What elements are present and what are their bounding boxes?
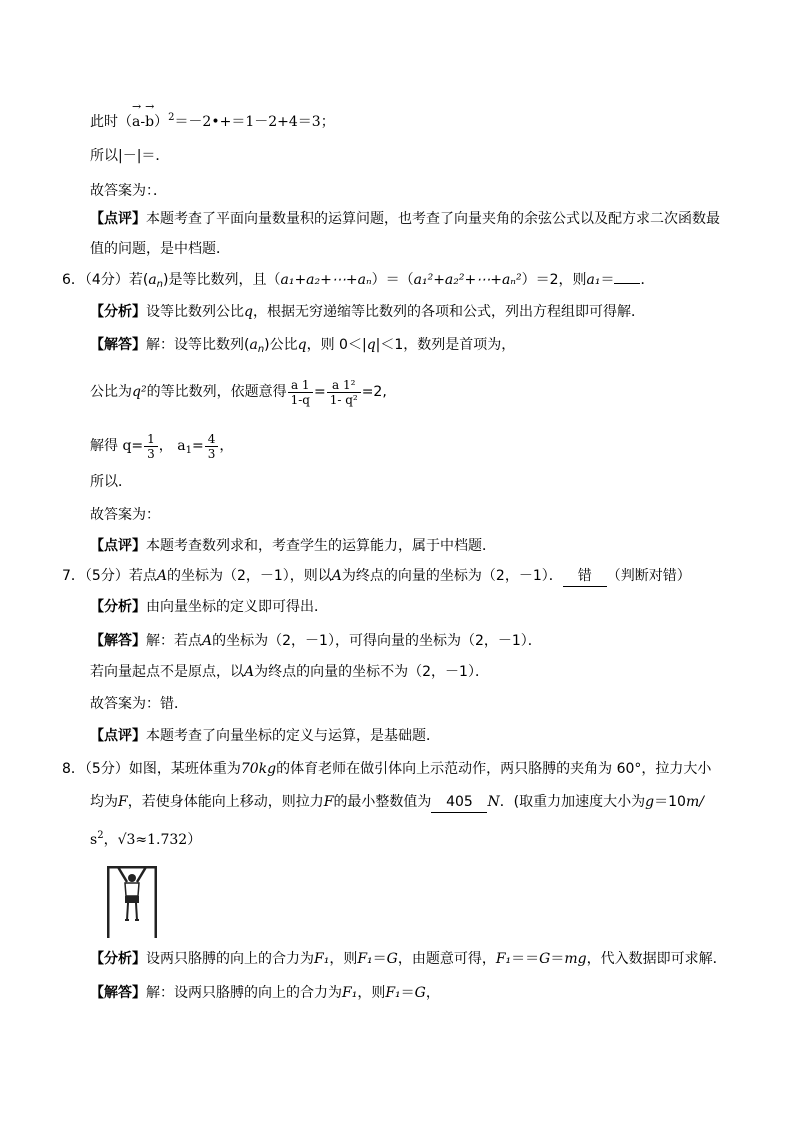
p5-line-2: 所以|－|＝．	[90, 148, 170, 164]
q8-answer: 【解答】解：设两只胳膊的向上的合力为F₁，则F₁＝G，	[90, 985, 440, 1001]
q6-analysis: 【分析】设等比数列公比q，根据无穷递缩等比数列的各项和公式，列出方程组即可得解．	[90, 304, 645, 320]
q7-stem: 7．（5分）若点A的坐标为（2，－1），则以A为终点的向量的坐标为（2，－1）． 错 （判断对错）	[62, 566, 691, 587]
q7-answer: 【解答】解：若点A的坐标为（2，－1），可得向量的坐标为（2，－1）．	[90, 633, 542, 649]
vector-b: → b	[145, 100, 155, 130]
fraction-2: $\frac{\text{a 1²}}{\text{1- q²}}$	[327, 378, 361, 407]
p5-comment-cont: 值的问题，是中档题．	[90, 241, 230, 257]
q8-analysis: 【分析】设两只胳膊的向上的合力为F₁，则F₁＝G，由题意可得，F₁＝＝G＝mg，代入数据即可求解．	[90, 951, 727, 967]
q8-stem-3: $s^2$，√3≈1.732）	[90, 830, 202, 848]
q6-final: 故答案为：	[90, 507, 160, 523]
fraction-1: $\frac{a 1}{1-q}$	[288, 378, 313, 407]
answer-blank: 405	[431, 792, 487, 813]
q6-stem: 6．（4分）若$(a_n)$是等比数列，且（a₁+a₂+⋯+aₙ）＝（a₁²+a₂²+⋯+aₙ²）＝2，则a₁＝ ．	[62, 272, 655, 290]
answer-blank	[614, 283, 640, 284]
q7-final: 故答案为：错．	[90, 696, 188, 712]
q6-comment: 【点评】本题考查数列求和，考查学生的运算能力，属于中档题．	[90, 538, 496, 554]
fraction-q: $\frac{1}{3}$	[144, 432, 158, 461]
comment-tag: 【点评】	[90, 211, 146, 227]
vector-a: → a	[132, 100, 142, 130]
q6-answer: 【解答】解：设等比数列$(a_n)$公比q，则 0＜|q|＜1，数列是首项为，	[90, 337, 516, 355]
fraction-a1: $\frac{4}{3}$	[205, 432, 219, 461]
q7-analysis: 【分析】由向量坐标的定义即可得出．	[90, 599, 328, 615]
q6-solve: 解得 q= $\frac{1}{3}$ ， $a_1=$ $\frac{4}{3}$ ，	[90, 431, 234, 461]
q6-so: 所以．	[90, 474, 132, 490]
p5-comment: 【点评】本题考查了平面向量数量积的运算问题，也考查了向量夹角的余弦公式以及配方求二次函数最	[90, 211, 720, 227]
answer-blank: 错	[563, 566, 607, 587]
p5-line-3: 故答案为：．	[90, 183, 167, 199]
q6-equation: 公比为q²的等比数列，依题意得 $\frac{a 1}{1-q}$ = $\frac{\text{a 1²}}{\text{1- q²}}$ =2,	[90, 377, 387, 407]
q7-answer-2: 若向量起点不是原点，以A为终点的向量的坐标不为（2，－1）．	[90, 664, 489, 680]
q8-stem-2: 均为F，若使身体能向上移动，则拉力F的最小整数值为 405 N．(取重力加速度大小为g＝10m/	[90, 792, 704, 813]
p5-line-1: 此时（ → a- → b）$^2$＝－2•+＝1－2+4＝3；	[90, 100, 335, 130]
q8-stem: 8．（5分）如图，某班体重为70kg的体育老师在做引体向上示范动作，两只胳膊的夹角为 60°，拉力大小	[62, 761, 712, 777]
pull-up-figure	[103, 862, 161, 938]
q7-comment: 【点评】本题考查了向量坐标的定义与运算，是基础题．	[90, 728, 440, 744]
